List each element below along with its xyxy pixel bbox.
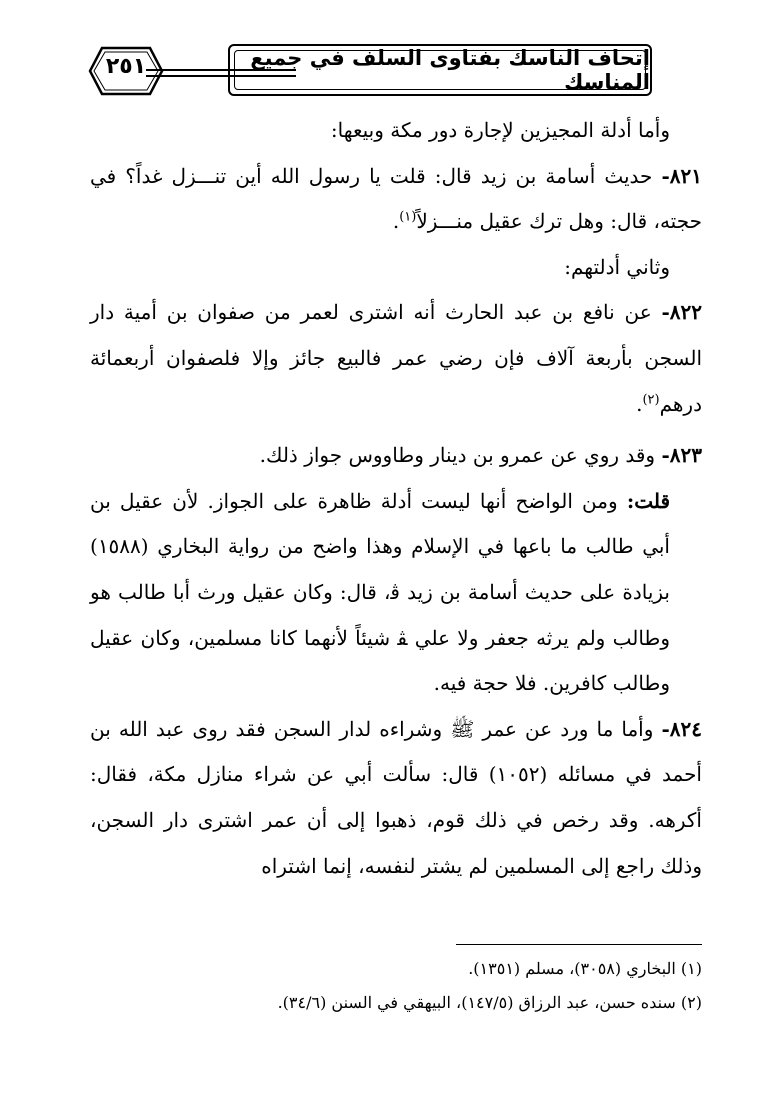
footnotes [90, 952, 702, 1020]
author-comment [90, 479, 702, 707]
hadith-text: وأما ما ورد عن عمر ﷺ وشراءه لدار السجن فقد روى عبد الله بن أحمد في مسائله (١٠٥٢) قال: سألت أبي عن شراء منازل مكة، فقال: أكرهه. وقد رخص في ذلك قوم، ذهبوا إلى أن عمر اشترى دار السجن، وذلك راجع إلى المسلمين لم يشتر لنفسه، إنما اشتراه [90, 716, 702, 878]
hadith-text: حديث أسامة بن زيد قال: قلت يا رسول الله أين تنـــزل غداً؟ في حجته، قال: وهل ترك عقيل منـــزلاً [90, 163, 702, 234]
footnote-1: (١) البخاري (٣٠٥٨)، مسلم (١٣٥١). [468, 959, 702, 978]
hadith-823 [90, 433, 702, 479]
hadith-number: ٨٢٣- [661, 443, 702, 468]
page-number: ٢٥١ [105, 54, 147, 79]
hadith-number: ٨٢٢- [661, 300, 702, 325]
hadith-text: وقد روي عن عمرو بن دينار وطاووس جواز ذلك. [259, 443, 656, 468]
punctuation: . [392, 209, 400, 234]
hadith-number: ٨٢١- [661, 163, 703, 188]
punctuation: . [636, 391, 643, 416]
intro-paragraph: وأما أدلة المجيزين لإجارة دور مكة وبيعها: [330, 118, 670, 142]
footnote-2: (٢) سنده حسن، عبد الرزاق (١٤٧/٥)، البيهقي في السنن (٣٤/٦). [277, 993, 702, 1012]
hadith-number: ٨٢٤- [661, 716, 702, 741]
book-title: إتحاف الناسك بفتاوى السلف في جميع المناسك [250, 46, 650, 94]
page-header [86, 42, 652, 100]
footnote-ref: (٢) [642, 391, 660, 407]
page-body [90, 108, 702, 889]
footnote-ref: (١) [399, 209, 417, 225]
hadith-text: عن نافع بن عبد الحارث أنه اشترى لعمر من صفوان بن أمية دار السجن بأربعة آلاف فإن رضي عمر فالبيع جائز وإلا فلصفوان أربعمائة درهم [90, 300, 702, 416]
hadith-821 [90, 154, 702, 245]
comment-label: قلت: [626, 488, 671, 513]
hadith-824 [90, 707, 702, 889]
book-title-frame [228, 44, 652, 96]
comment-text: ومن الواضح أنها ليست أدلة ظاهرة على الجواز. لأن عقيل بن أبي طالب ما باعها في الإسلام وهذا واضح من رواية البخاري (١٥٨٨) بزيادة على حديث أسامة بن زيد ﭬ، قال: وكان عقيل ورث أبا طالب هو وطالب ولم يرثه جعفر ولا علي ﭭ شيئاً لأنهما كانا مسلمين، وكان عقيل وطالب كافرين. فلا حجة فيه. [90, 488, 670, 696]
page-number-badge [86, 42, 166, 100]
footnote-separator [456, 944, 702, 945]
hadith-822 [90, 290, 702, 427]
second-evidence-heading: وثاني أدلتهم: [564, 254, 670, 279]
